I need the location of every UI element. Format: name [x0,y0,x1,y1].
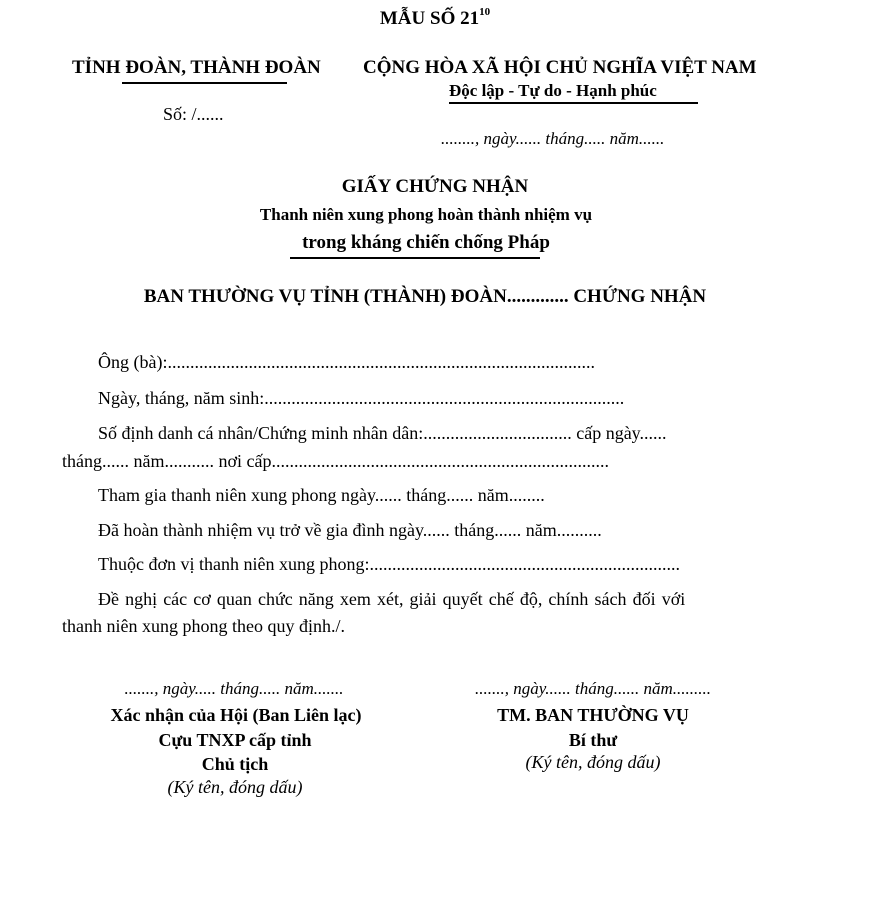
left-signature-role: Chủ tịch [201,754,269,774]
left-signature-date: ......., ngày..... tháng..... năm....... [124,679,344,698]
document-title: GIẤY CHỨNG NHẬN [341,176,529,197]
field-id-issue: tháng...... năm........... nơi cấp........................................................................... [62,451,609,471]
document-number: Số: /...... [163,104,224,124]
right-signature-role: Bí thư [568,730,618,750]
right-signature-note: (Ký tên, đóng dấu) [525,752,661,772]
field-id-number: Số định danh cá nhân/Chứng minh nhân dân:................................. cấp ngày...... [98,423,667,443]
field-completed-date: Đã hoàn thành nhiệm vụ trở về gia đình ngày...... tháng...... năm.......... [98,520,602,540]
field-name: Ông (bà):............................................................................................... [98,352,595,372]
field-date-of-birth: Ngày, tháng, năm sinh:................................................................................ [98,388,625,408]
country-name: CỘNG HÒA XÃ HỘI CHỦ NGHĨA VIỆT NAM [363,57,757,78]
form-number-footnote: 10 [479,6,491,18]
field-joined-date: Tham gia thanh niên xung phong ngày...... tháng...... năm........ [98,485,545,505]
request-paragraph-line2: thanh niên xung phong theo quy định./. [62,616,345,636]
document-subtitle-line1: Thanh niên xung phong hoàn thành nhiệm vụ [259,205,593,224]
org-name: TỈNH ĐOÀN, THÀNH ĐOÀN [72,57,321,78]
field-unit: Thuộc đơn vị thanh niên xung phong:..................................................................... [98,554,680,574]
certify-heading: BAN THƯỜNG VỤ TỈNH (THÀNH) ĐOÀN............. CHỨNG NHẬN [143,286,707,307]
left-signature-note: (Ký tên, đóng dấu) [167,777,303,797]
form-number [0,6,870,30]
request-paragraph-line1: Đề nghị các cơ quan chức năng xem xét, giải quyết chế độ, chính sách đối với [98,589,686,609]
right-signature-date: ......., ngày...... tháng...... năm......... [474,679,712,698]
left-signature-subtitle: Cựu TNXP cấp tỉnh [158,730,312,750]
motto-underline [449,102,698,104]
document-subtitle-line2: trong kháng chiến chống Pháp [302,232,550,253]
left-signature-title: Xác nhận của Hội (Ban Liên lạc) [110,705,362,725]
right-signature-title: TM. BAN THƯỜNG VỤ [497,705,689,725]
place-date-line: ........, ngày...... tháng..... năm...... [441,129,665,148]
form-number-text: MẪU SỐ 21 [379,8,480,29]
org-name-underline [122,82,287,84]
subtitle-underline [290,257,540,259]
national-motto: Độc lập - Tự do - Hạnh phúc [449,81,657,100]
